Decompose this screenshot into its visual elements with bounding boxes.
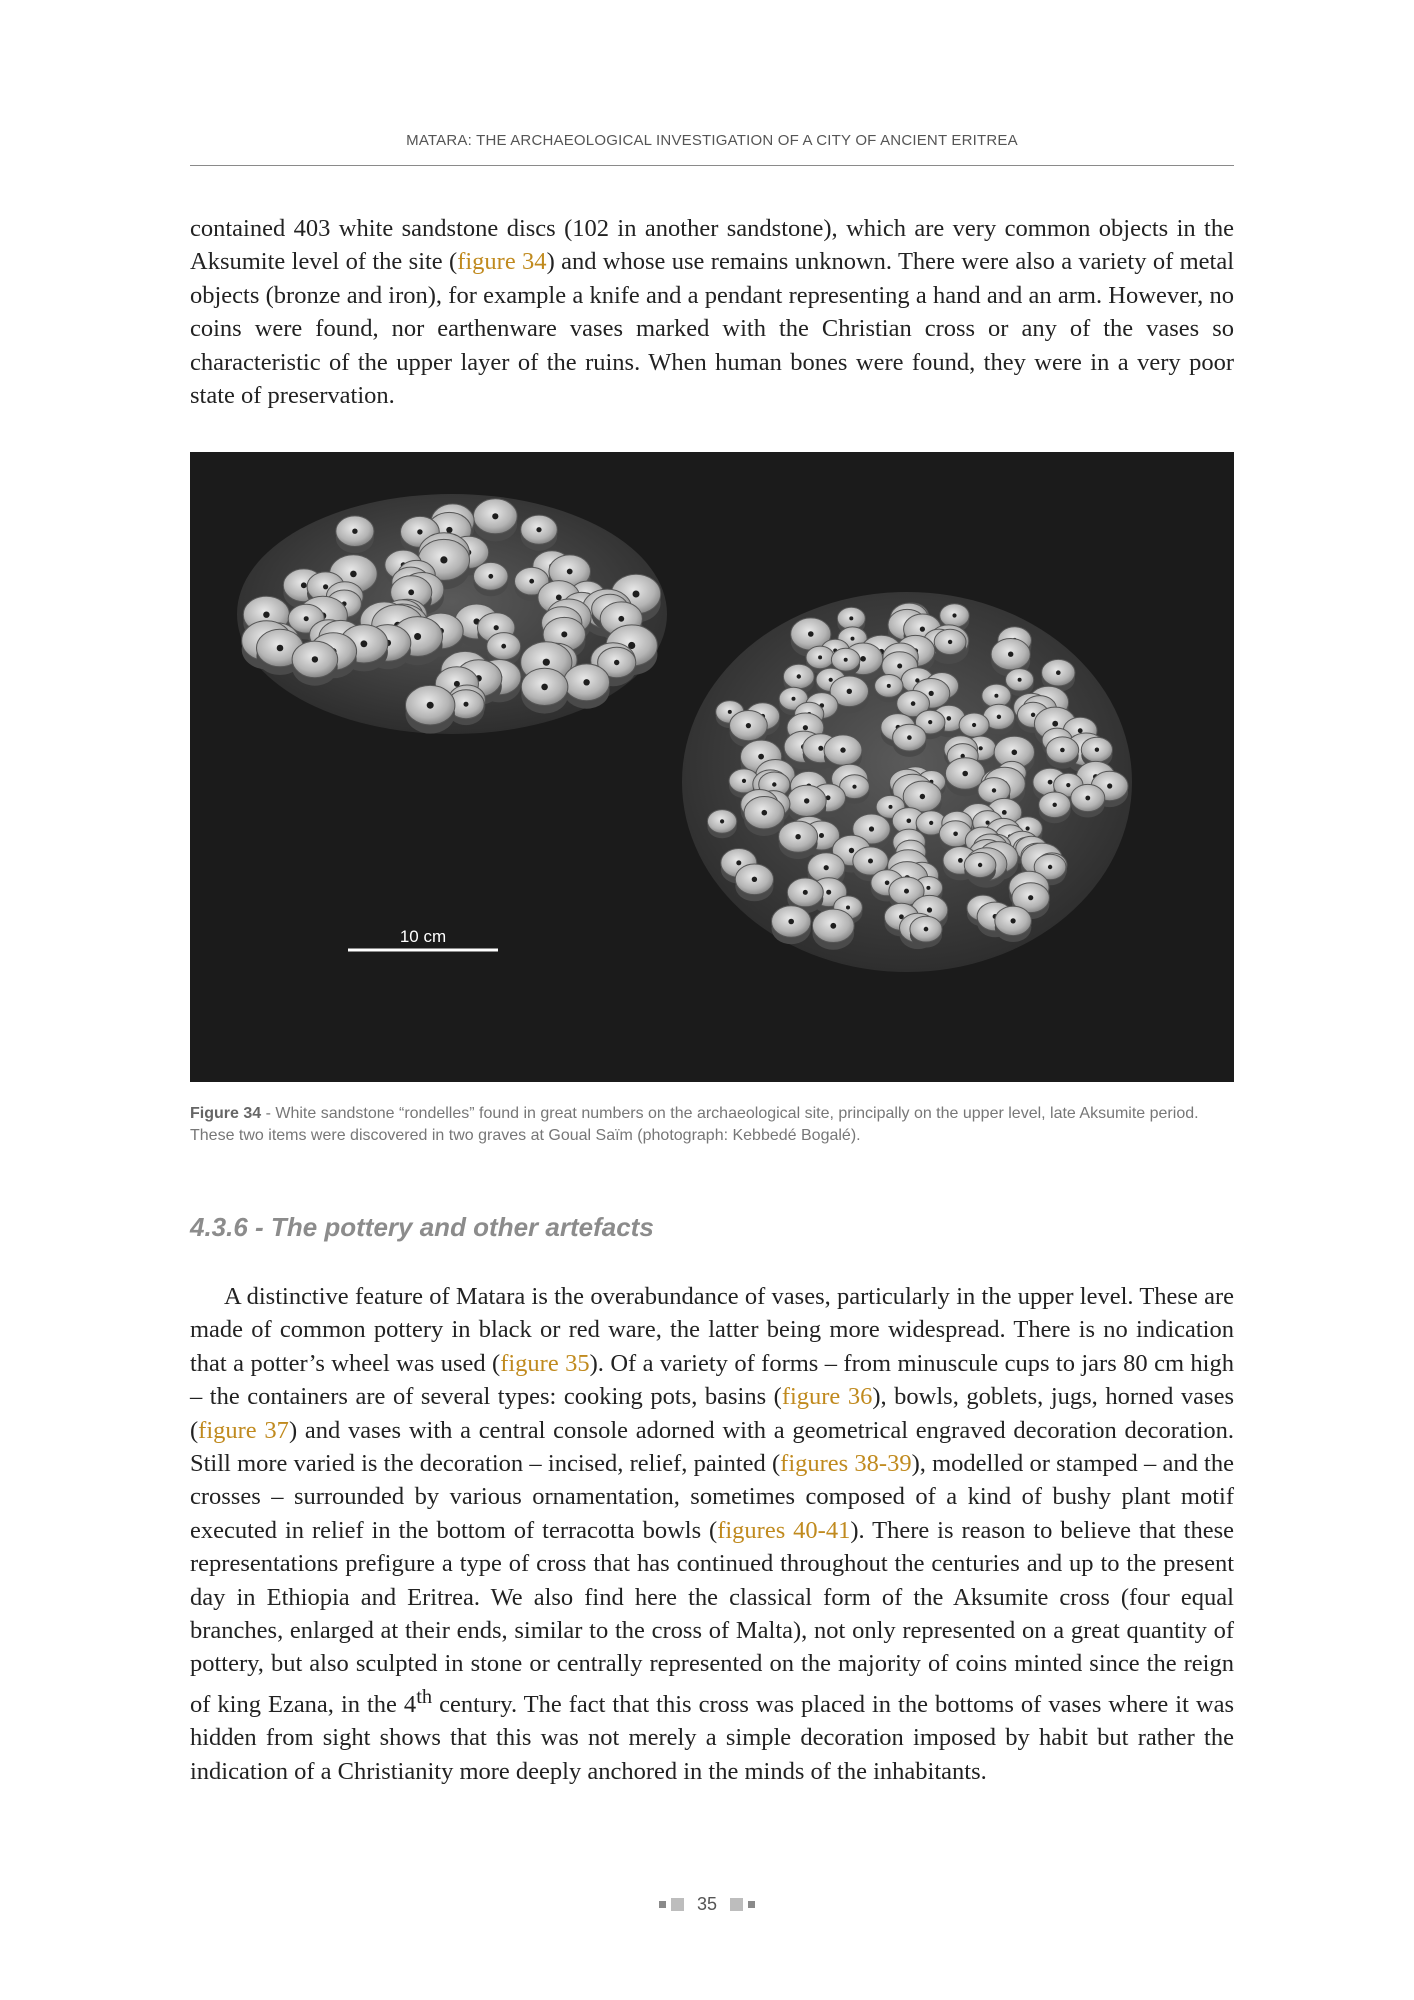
footer-ornament (748, 1901, 755, 1908)
paragraph-intro (190, 212, 1234, 412)
page-number: 35 (696, 1893, 718, 1914)
figure-35-link[interactable]: figure 35 (500, 1349, 590, 1377)
figures-40-41-link[interactable]: figures 40-41 (717, 1516, 851, 1544)
footer-ornament (671, 1898, 684, 1911)
figure-caption (190, 1103, 1234, 1147)
figure-37-link[interactable]: figure 37 (198, 1416, 289, 1444)
text-run: ) and vases with a central console adorned with a geometrical engraved decoration decoration. Still more varied is the decoration – incised, relief, painted ( (190, 1416, 1235, 1478)
text-run: ) and whose use remains unknown. There were also a variety of metal objects (bronze and iron), for example a knife and a pendant representing a hand and an arm. However, no coins were found, nor earthenware vases marked with the Christian cross or any of the vases so characteristic of the upper layer of the ruins. When human bones were found, they were in a very poor state of preservation. (190, 248, 1235, 410)
figure-36-link[interactable]: figure 36 (781, 1383, 873, 1411)
figure-34-photo (190, 452, 1234, 1082)
text-run: ), bowls, goblets, jugs, horned vases ( (190, 1383, 1234, 1444)
text-run: ). Of a variety of forms – from minuscule cups to jars 80 cm high – the containers are of several types: cooking pots, basins ( (190, 1349, 1234, 1411)
text-run: ), modelled or stamped – and the crosses – surrounded by various ornamentation, sometimes composed of a kind of bushy plant motif executed in relief in the bottom of terracotta bowls ( (190, 1450, 1234, 1544)
figures-38-39-link[interactable]: figures 38-39 (780, 1450, 912, 1478)
superscript: th (416, 1685, 433, 1708)
text-run: century. The fact that this cross was placed in the bottoms of vases where it was hidden from sight shows that this was not merely a simple decoration imposed by habit but rather the indication of a Christianity more deeply anchored in the minds of the inhabitants. (190, 1691, 1234, 1785)
caption-label: Figure 34 (190, 1105, 262, 1122)
section-heading: 4.3.6 - The pottery and other artefacts (190, 1212, 654, 1242)
text-run: ). There is reason to believe that these representations prefigure a type of cross that has continued throughout the centuries and up to the present day in Ethiopia and Eritrea. We also find here the classical form of the Aksumite cross (four equal branches, enlarged at their ends, similar to the cross of Malta), not only represented on a great quantity of pottery, but also sculpted in stone or centrally represented on the majority of coins minted since the reign of king Ezana, in the 4 (190, 1516, 1234, 1719)
caption-text: - White sandstone “rondelles” found in great numbers on the archaeological site, principally on the upper level, late Aksumite period. These two items were discovered in two graves at Goual Saïm (photograph: Kebbedé Bogalé). (190, 1105, 1199, 1144)
scale-label: 10 cm (399, 927, 447, 946)
running-head: MATARA: THE ARCHAEOLOGICAL INVESTIGATION OF A CITY OF ANCIENT ERITREA (406, 132, 1018, 149)
figure-34-link[interactable]: figure 34 (457, 248, 547, 276)
footer-ornament (659, 1901, 666, 1908)
sandstone-discs-image (190, 452, 1234, 1082)
page-footer (0, 1893, 1414, 1915)
text-run: contained 403 white sandstone discs (102 in another sandstone), which are very common objects in the Aksumite level of the site ( (190, 215, 1234, 276)
footer-ornament (730, 1898, 743, 1911)
paragraph-pottery (190, 1280, 1234, 1788)
text-run: A distinctive feature of Matara is the overabundance of vases, particularly in the upper level. These are made of common pottery in black or red ware, the latter being more widespread. There is no indication that a potter’s wheel was used ( (190, 1283, 1234, 1377)
header-rule (190, 165, 1234, 166)
